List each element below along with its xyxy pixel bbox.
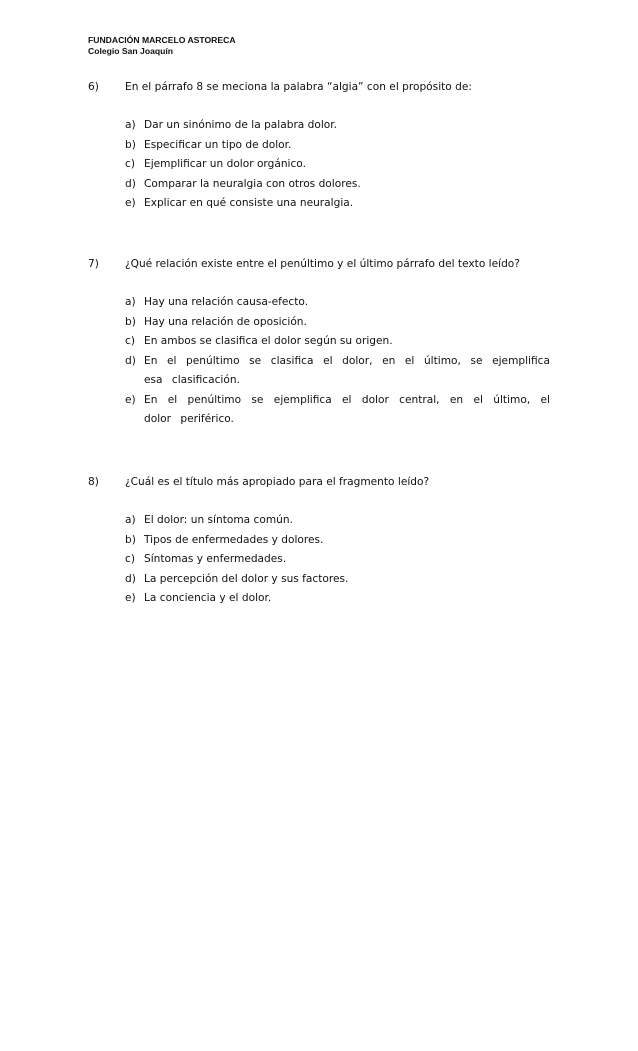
option-text: Dar un sinónimo de la palabra dolor. — [144, 119, 338, 131]
header-organization: FUNDACIÓN MARCELO ASTORECA — [88, 35, 236, 45]
question-8 — [88, 473, 550, 609]
option-letter: a) — [125, 296, 136, 308]
option-text: Hay una relación de oposición. — [144, 315, 307, 328]
option-text: La conciencia y el dolor. — [144, 592, 272, 604]
option-letter: e) — [125, 197, 136, 209]
option-text: En el penúltimo se clasifica el dolor, en el último, se ejemplifica esa clasificación. — [144, 354, 550, 386]
document-header — [88, 35, 236, 57]
option-text: En ambos se clasifica el dolor según su origen. — [144, 335, 393, 347]
option-text: Ejemplificar un dolor orgánico. — [144, 158, 306, 170]
option-letter: e) — [125, 393, 136, 406]
option-a — [88, 511, 550, 531]
option-letter: c) — [125, 335, 135, 347]
option-d — [88, 570, 550, 590]
option-letter: a) — [125, 119, 136, 131]
header-school: Colegio San Joaquín — [88, 46, 173, 56]
option-list — [88, 511, 550, 609]
option-text: Hay una relación causa-efecto. — [144, 296, 309, 308]
option-letter: c) — [125, 553, 135, 565]
option-letter: b) — [125, 315, 136, 328]
option-letter: a) — [125, 514, 136, 526]
option-c — [88, 550, 550, 570]
option-e — [88, 391, 550, 430]
option-letter: d) — [125, 572, 136, 585]
option-c — [88, 155, 550, 175]
option-text: Síntomas y enfermedades. — [144, 553, 287, 565]
option-e — [88, 589, 550, 609]
option-text: Especificar un tipo de dolor. — [144, 138, 292, 151]
option-c — [88, 332, 550, 352]
option-text: Explicar en qué consiste una neuralgia. — [144, 197, 354, 209]
question-number: 8) — [88, 476, 99, 488]
question-7 — [88, 255, 550, 430]
option-list — [88, 116, 550, 214]
question-number: 7) — [88, 258, 99, 270]
option-letter: e) — [125, 592, 136, 604]
option-d — [88, 352, 550, 391]
option-text: La percepción del dolor y sus factores. — [144, 572, 349, 585]
option-letter: b) — [125, 138, 136, 151]
option-letter: b) — [125, 533, 136, 546]
option-text: Tipos de enfermedades y dolores. — [144, 533, 324, 546]
option-d — [88, 175, 550, 195]
question-6 — [88, 78, 550, 214]
question-number: 6) — [88, 81, 99, 93]
option-text: Comparar la neuralgia con otros dolores. — [144, 177, 361, 190]
option-letter: c) — [125, 158, 135, 170]
option-text: El dolor: un síntoma común. — [144, 514, 293, 526]
question-prompt: ¿Qué relación existe entre el penúltimo y el último párrafo del texto leído? — [125, 258, 520, 270]
option-text: En el penúltimo se ejemplifica el dolor central, en el último, el dolor periférico. — [144, 393, 550, 425]
option-letter: d) — [125, 177, 136, 190]
question-prompt: En el párrafo 8 se meciona la palabra “algia” con el propósito de: — [125, 81, 472, 93]
option-b — [88, 136, 550, 156]
option-list — [88, 293, 550, 430]
option-b — [88, 531, 550, 551]
option-letter: d) — [125, 354, 136, 367]
option-e — [88, 194, 550, 214]
option-a — [88, 293, 550, 313]
question-prompt: ¿Cuál es el título más apropiado para el fragmento leído? — [125, 476, 430, 488]
option-a — [88, 116, 550, 136]
option-b — [88, 313, 550, 333]
